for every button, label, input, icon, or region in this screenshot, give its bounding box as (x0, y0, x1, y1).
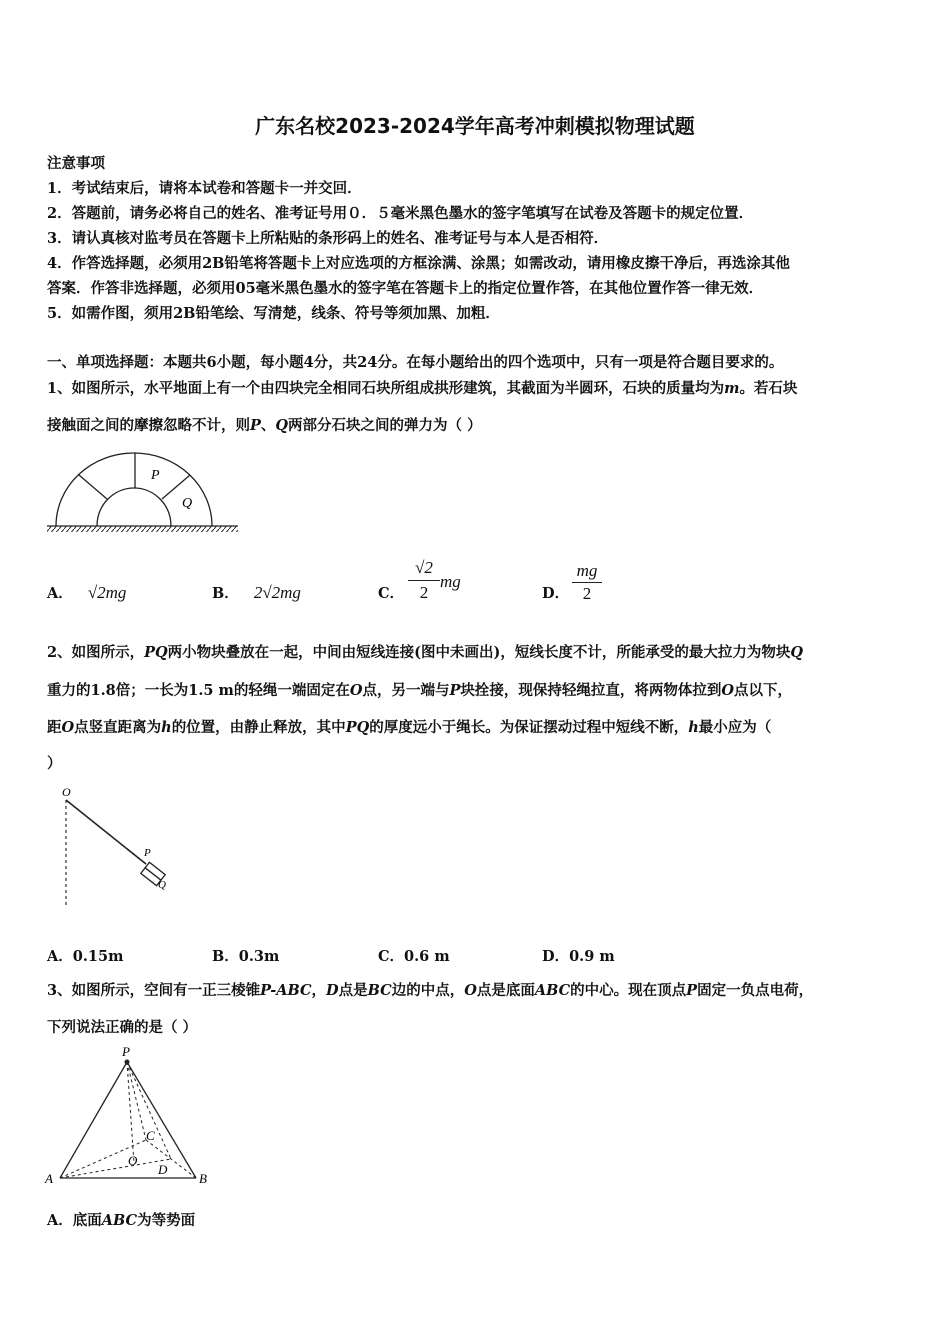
label-o: O (62, 785, 71, 799)
q1-option-d-fraction: mg 2 (572, 562, 602, 603)
arch-inner (97, 488, 171, 526)
ground-hatching (47, 526, 238, 532)
q2-pendulum-figure (56, 782, 186, 912)
q1-option-c-mg: mg (440, 572, 461, 591)
label-q: Q (158, 879, 166, 891)
label-a: A (45, 1171, 53, 1186)
notice-heading: 注意事项 (47, 155, 105, 172)
q2-stem-line1: 2、如图所示，PQ两小物块叠放在一起，中间由短线连接(图中未画出)，短线长度不计，所能承受的最大拉力为物块Q (47, 644, 803, 661)
arch-joint (79, 475, 107, 499)
notice-item: 答案．作答非选择题，必须用05毫米黑色墨水的签字笔在答题卡上的指定位置作答，在其他位置作答一律无效． (47, 280, 764, 297)
arch-outer (56, 453, 212, 526)
q3-stem-line1: 3、如图所示，空间有一正三棱锥P-ABC，D点是BC边的中点，O点是底面ABC的中心。现在顶点P固定一负点电荷， (47, 982, 814, 999)
section-heading: 一、单项选择题：本题共6小题，每小题4分，共24分。在每小题给出的四个选项中，只有一项是符合题目要求的。 (47, 354, 784, 371)
rope (66, 800, 146, 864)
q2-option-d[interactable]: D．0.9 m (542, 948, 615, 965)
notice-item: 4．作答选择题，必须用2B铅笔将答题卡上对应选项的方框涂满、涂黑；如需改动，请用橡皮擦干净后，再选涂其他 (47, 255, 790, 272)
q1-stem-line1: 1、如图所示，水平地面上有一个由四块完全相同石块所组成拱形建筑，其截面为半圆环，石块的质量均为m。若石块 (47, 380, 798, 397)
q1-stem-line2: 接触面之间的摩擦忽略不计，则P、Q两部分石块之间的弹力为（ ） (47, 417, 482, 434)
label-d: D (158, 1162, 168, 1177)
line-ad (60, 1159, 171, 1178)
label-q: Q (182, 496, 193, 511)
q1-option-c[interactable]: C． (378, 585, 405, 602)
edge-pc (127, 1062, 146, 1140)
q1-arch-figure (44, 445, 244, 537)
label-o: O (128, 1153, 138, 1168)
notice-item: 1．考试结束后，请将本试卷和答题卡一并交回． (47, 180, 362, 197)
q2-stem-line3: 距O点竖直距离为h的位置，由静止释放，其中PQ的厚度远小于绳长。为保证摆动过程中短线不断，h最小应为（ (47, 719, 772, 736)
q2-stem-line4: ） (47, 755, 62, 772)
vertex-p-dot (125, 1060, 130, 1065)
q3-option-a[interactable]: A．底面ABC为等势面 (47, 1212, 196, 1229)
q2-stem-line2: 重力的1.8倍；一长为1.5 m的轻绳一端固定在O点，另一端与P块拴接，现保持轻绳拉直，将两物体拉到O点以下， (47, 682, 793, 699)
label-p: P (122, 1044, 130, 1059)
label-p: P (144, 847, 151, 859)
label-b: B (199, 1171, 207, 1186)
notice-item: 5．如需作图，须用2B铅笔绘、写清楚，线条、符号等须加黑、加粗． (47, 305, 500, 322)
exam-title: 广东名校2023-2024学年高考冲刺模拟物理试题 (255, 114, 695, 138)
q1-option-d[interactable]: D． (542, 585, 570, 602)
label-p: P (151, 468, 160, 483)
notice-item: 3．请认真核对监考员在答题卡上所粘贴的条形码上的姓名、准考证号与本人是否相符． (47, 230, 609, 247)
q1-option-b[interactable]: B． 2√2mg (212, 583, 301, 602)
q1-option-c-fraction: √2 2 (408, 558, 440, 603)
q3-pyramid-figure (40, 1042, 220, 1192)
line-pd (127, 1062, 171, 1159)
q2-option-b[interactable]: B．0.3m (212, 948, 280, 965)
q2-option-a[interactable]: A．0.15m (47, 948, 124, 965)
q1-option-a[interactable]: A． √2mg (47, 583, 127, 602)
notice-item: 2．答题前，请务必将自己的姓名、准考证号用０．５毫米黑色墨水的签字笔填写在试卷及答题卡的规定位置． (47, 205, 754, 222)
edge-pa (60, 1062, 127, 1178)
q2-option-c[interactable]: C．0.6 m (378, 948, 450, 965)
label-c: C (146, 1128, 155, 1143)
q3-stem-line2: 下列说法正确的是（ ） (47, 1019, 198, 1036)
